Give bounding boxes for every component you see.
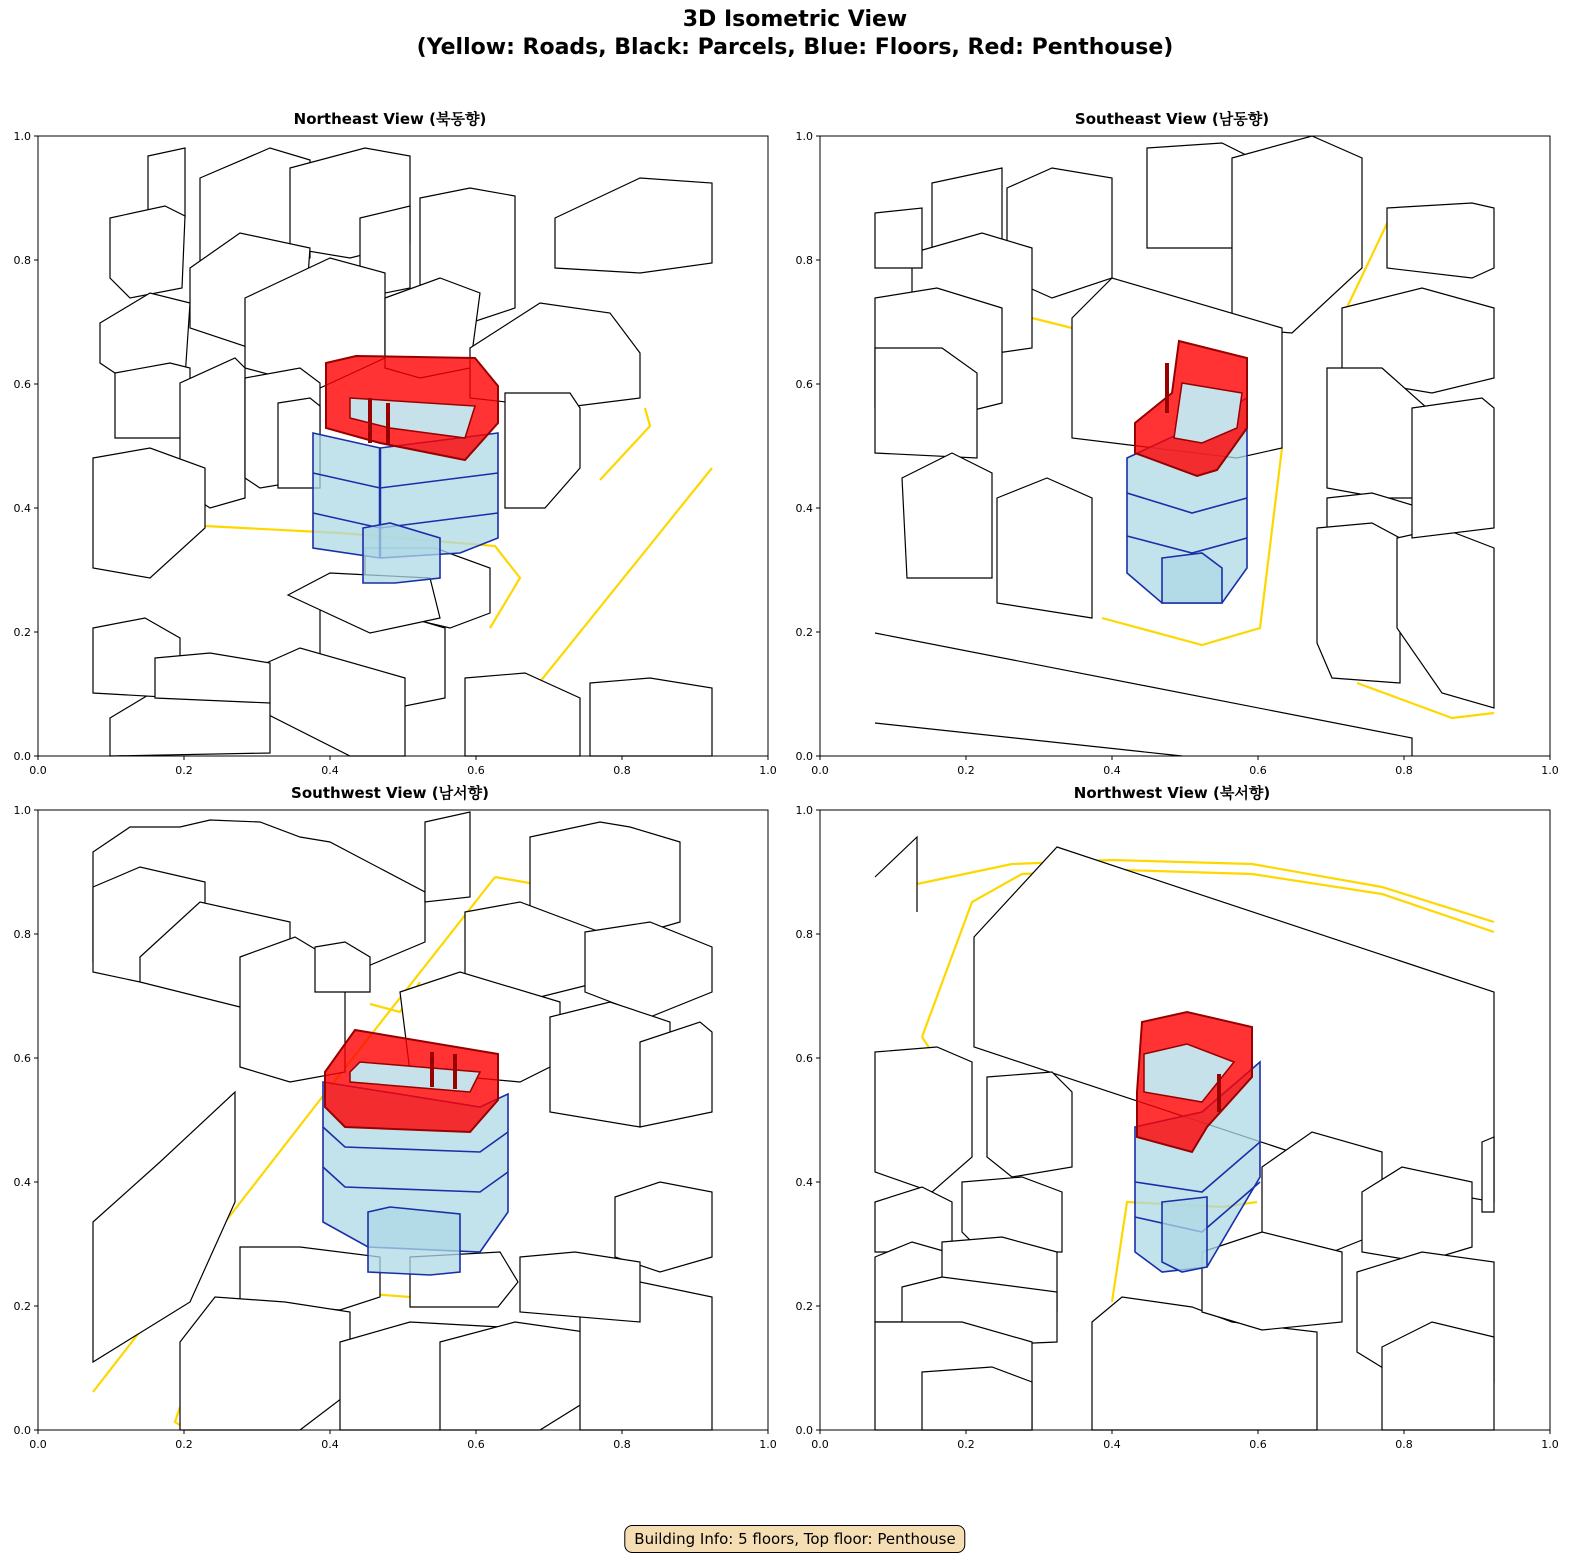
y-tick-label: 0.6 bbox=[795, 1052, 813, 1065]
y-tick-label: 0.4 bbox=[13, 502, 31, 515]
x-tick-label: 0.2 bbox=[175, 764, 193, 777]
x-tick-label: 0.6 bbox=[1249, 1438, 1267, 1451]
x-tick-label: 0.6 bbox=[467, 1438, 485, 1451]
x-tick-label: 0.0 bbox=[811, 764, 829, 777]
x-ticks bbox=[29, 756, 777, 777]
y-tick-label: 0.4 bbox=[13, 1176, 31, 1189]
scene-southwest bbox=[0, 782, 780, 1482]
y-tick-label: 1.0 bbox=[795, 804, 813, 817]
y-tick-label: 0.4 bbox=[795, 502, 813, 515]
y-tick-label: 1.0 bbox=[795, 130, 813, 143]
y-ticks bbox=[14, 804, 39, 1437]
x-tick-label: 0.6 bbox=[467, 764, 485, 777]
scene-southeast bbox=[782, 108, 1562, 808]
x-ticks bbox=[29, 1430, 777, 1451]
y-tick-label: 0.6 bbox=[13, 378, 31, 391]
y-tick-label: 0.8 bbox=[13, 254, 31, 267]
x-tick-label: 1.0 bbox=[759, 1438, 777, 1451]
y-tick-label: 0.0 bbox=[795, 1424, 813, 1437]
panel-northwest bbox=[782, 782, 1562, 1482]
x-tick-label: 1.0 bbox=[759, 764, 777, 777]
y-tick-label: 0.8 bbox=[13, 928, 31, 941]
x-tick-label: 0.2 bbox=[957, 1438, 975, 1451]
y-tick-label: 0.2 bbox=[795, 1300, 813, 1313]
y-tick-label: 0.8 bbox=[795, 928, 813, 941]
y-tick-label: 0.2 bbox=[13, 626, 31, 639]
figure-title-line1: 3D Isometric View bbox=[682, 7, 908, 32]
x-tick-label: 0.4 bbox=[1103, 764, 1121, 777]
panel-southeast bbox=[782, 108, 1562, 808]
x-tick-label: 0.6 bbox=[1249, 764, 1267, 777]
panel-title-northwest: Northwest View (북서향) bbox=[1073, 784, 1271, 802]
y-tick-label: 0.4 bbox=[795, 1176, 813, 1189]
y-tick-label: 0.0 bbox=[795, 750, 813, 763]
x-tick-label: 0.8 bbox=[1395, 1438, 1413, 1451]
x-tick-label: 0.4 bbox=[321, 764, 339, 777]
y-tick-label: 1.0 bbox=[13, 804, 31, 817]
y-tick-label: 0.8 bbox=[795, 254, 813, 267]
y-tick-label: 0.6 bbox=[13, 1052, 31, 1065]
panel-title-southwest: Southwest View (남서향) bbox=[291, 784, 489, 802]
x-tick-label: 0.2 bbox=[175, 1438, 193, 1451]
scene-northwest bbox=[782, 782, 1562, 1482]
panel-northeast bbox=[0, 108, 780, 808]
x-tick-label: 0.4 bbox=[321, 1438, 339, 1451]
x-ticks bbox=[811, 756, 1559, 777]
y-ticks bbox=[14, 130, 39, 763]
y-ticks bbox=[796, 130, 821, 763]
building-info-box: Building Info: 5 floors, Top floor: Penthouse bbox=[624, 1525, 965, 1553]
x-tick-label: 0.0 bbox=[29, 764, 47, 777]
y-tick-label: 1.0 bbox=[13, 130, 31, 143]
x-tick-label: 0.8 bbox=[613, 1438, 631, 1451]
y-tick-label: 0.6 bbox=[795, 378, 813, 391]
x-tick-label: 0.8 bbox=[613, 764, 631, 777]
y-tick-label: 0.2 bbox=[795, 626, 813, 639]
figure-title bbox=[0, 6, 1590, 62]
y-tick-label: 0.0 bbox=[13, 750, 31, 763]
y-ticks bbox=[796, 804, 821, 1437]
x-tick-label: 1.0 bbox=[1541, 1438, 1559, 1451]
x-tick-label: 0.8 bbox=[1395, 764, 1413, 777]
x-tick-label: 1.0 bbox=[1541, 764, 1559, 777]
panel-southwest bbox=[0, 782, 780, 1482]
x-ticks bbox=[811, 1430, 1559, 1451]
panel-title-northeast: Northeast View (북동향) bbox=[293, 110, 487, 128]
x-tick-label: 0.2 bbox=[957, 764, 975, 777]
panel-title-southeast: Southeast View (남동향) bbox=[1074, 110, 1270, 128]
x-tick-label: 0.0 bbox=[29, 1438, 47, 1451]
x-tick-label: 0.0 bbox=[811, 1438, 829, 1451]
scene-northeast bbox=[0, 108, 780, 808]
y-tick-label: 0.2 bbox=[13, 1300, 31, 1313]
y-tick-label: 0.0 bbox=[13, 1424, 31, 1437]
x-tick-label: 0.4 bbox=[1103, 1438, 1121, 1451]
figure-title-line2: (Yellow: Roads, Black: Parcels, Blue: Floors, Red: Penthouse) bbox=[416, 35, 1174, 60]
